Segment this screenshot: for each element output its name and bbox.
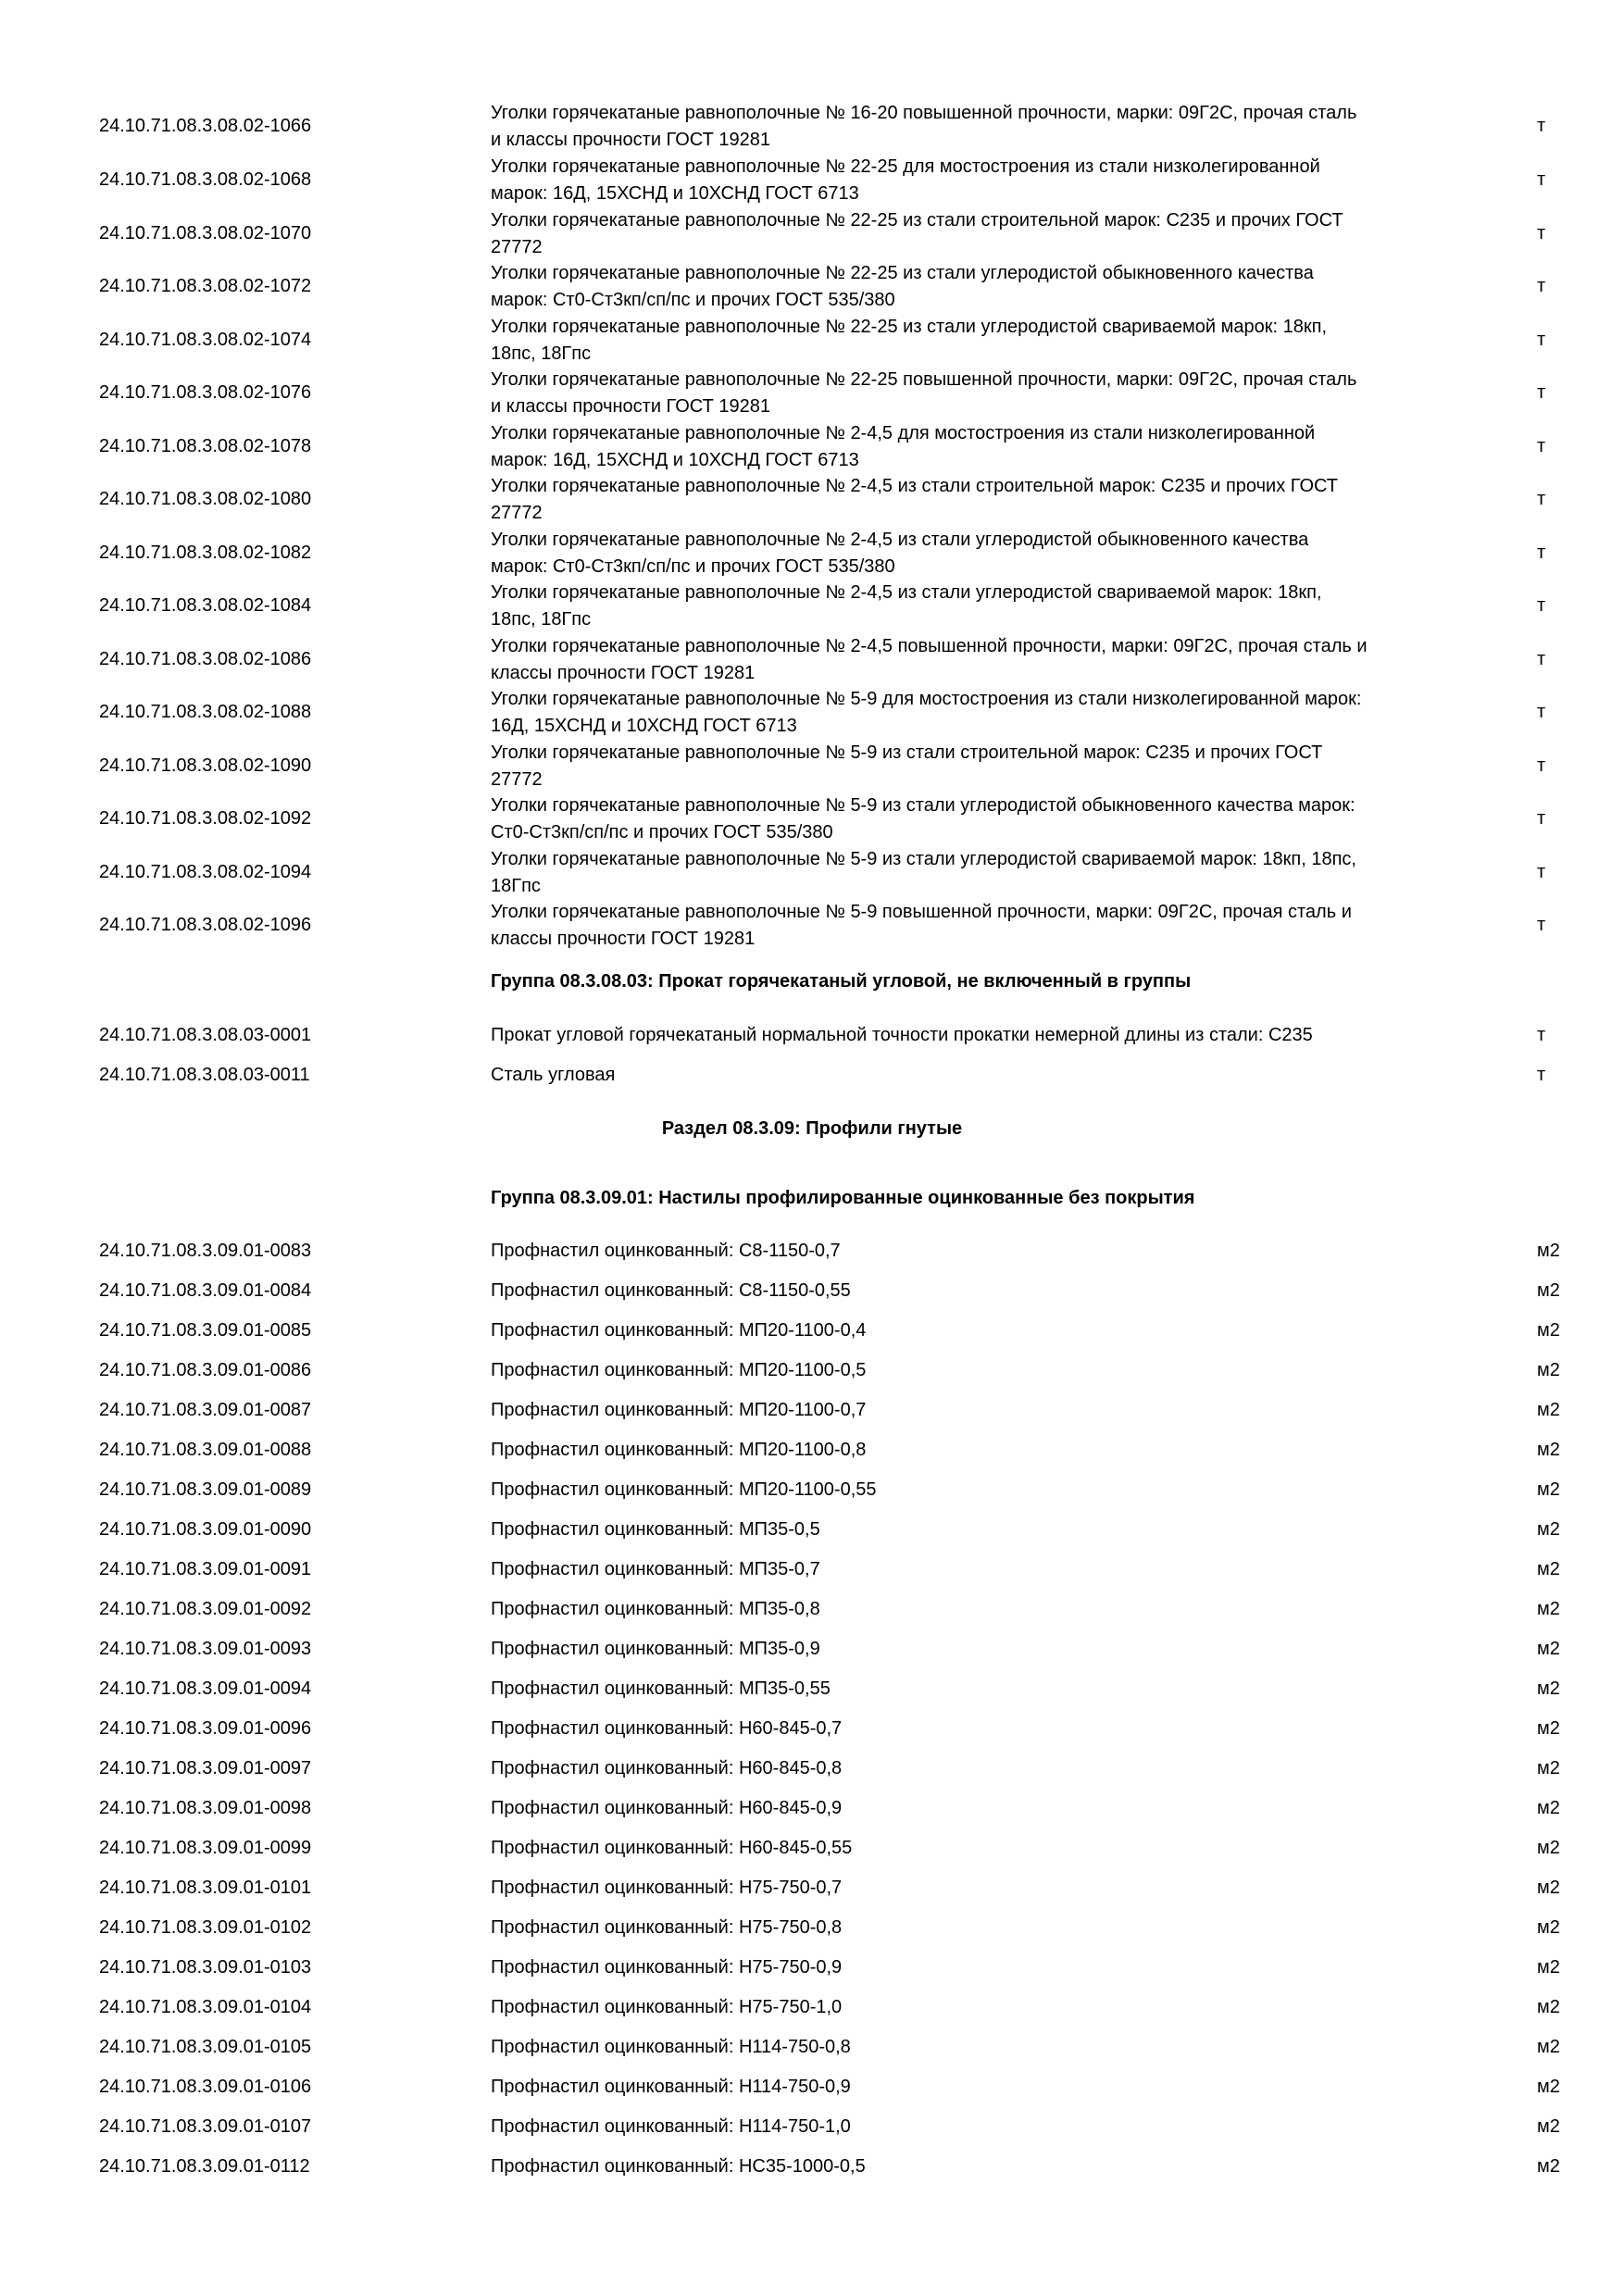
row-name: Профнастил оцинкованный: МП35-0,9 bbox=[491, 1639, 820, 1659]
row-unit: т bbox=[1537, 649, 1546, 669]
row-unit: т bbox=[1537, 862, 1546, 882]
row-unit: м2 bbox=[1537, 1519, 1560, 1540]
row-name: Профнастил оцинкованный: Н60-845-0,9 bbox=[491, 1798, 843, 1818]
row-code: 24.10.71.08.3.08.03-0001 bbox=[99, 1025, 312, 1045]
row-code: 24.10.71.08.3.09.01-0101 bbox=[99, 1878, 312, 1898]
row-name: Уголки горячекатаные равнополочные № 2-4,5 для мостостроения из стали низколегированной марок: 16Д, 15ХСНД и 10ХСНД ГОСТ 6713 bbox=[491, 423, 1316, 470]
row-name: Профнастил оцинкованный: Н60-845-0,7 bbox=[491, 1718, 843, 1739]
row-name: Профнастил оцинкованный: МП20-1100-0,55 bbox=[491, 1479, 877, 1500]
row-code: 24.10.71.08.3.09.01-0098 bbox=[99, 1798, 312, 1818]
row-unit: т bbox=[1537, 276, 1546, 296]
row-code: 24.10.71.08.3.08.02-1090 bbox=[99, 755, 312, 776]
row-code: 24.10.71.08.3.09.01-0093 bbox=[99, 1639, 312, 1659]
row-name: Прокат угловой горячекатаный нормальной точности прокатки немерной длины из стали: С235 bbox=[491, 1025, 1313, 1045]
row-code: 24.10.71.08.3.08.02-1078 bbox=[99, 436, 312, 456]
row-code: 24.10.71.08.3.08.02-1066 bbox=[99, 116, 312, 136]
row-unit: м2 bbox=[1537, 1599, 1560, 1619]
row-code: 24.10.71.08.3.09.01-0087 bbox=[99, 1400, 312, 1420]
section-heading: Раздел 08.3.09: Профили гнутые bbox=[661, 1118, 963, 1139]
row-name: Уголки горячекатаные равнополочные № 22-25 из стали углеродистой свариваемой марок: 18кп, 18пс, 18Гпс bbox=[491, 317, 1328, 364]
row-name: Профнастил оцинкованный: Н114-750-0,8 bbox=[491, 2037, 851, 2057]
row-name: Профнастил оцинкованный: МП35-0,55 bbox=[491, 1678, 831, 1699]
row-unit: м2 bbox=[1537, 1917, 1560, 1938]
row-unit: м2 bbox=[1537, 1440, 1560, 1460]
row-unit: т bbox=[1537, 702, 1546, 722]
row-code: 24.10.71.08.3.09.01-0086 bbox=[99, 1360, 312, 1380]
row-unit: м2 bbox=[1537, 1718, 1560, 1739]
row-unit: т bbox=[1537, 1065, 1546, 1085]
row-name: Уголки горячекатаные равнополочные № 5-9 для мостостроения из стали низколегированной марок: 16Д, 15ХСНД и 10ХСНД ГОСТ 6713 bbox=[491, 689, 1362, 736]
row-code: 24.10.71.08.3.08.02-1082 bbox=[99, 543, 312, 563]
row-name: Уголки горячекатаные равнополочные № 2-4,5 из стали строительной марок: С235 и прочих ГОСТ 27772 bbox=[491, 476, 1339, 523]
row-unit: м2 bbox=[1537, 1320, 1560, 1341]
row-code: 24.10.71.08.3.08.02-1076 bbox=[99, 382, 312, 403]
row-unit: т bbox=[1537, 489, 1546, 509]
row-unit: м2 bbox=[1537, 1280, 1560, 1301]
row-code: 24.10.71.08.3.08.02-1070 bbox=[99, 223, 312, 243]
row-name: Уголки горячекатаные равнополочные № 22-25 из стали углеродистой обыкновенного качества марок: Ст0-Ст3кп/сп/пс и прочих ГОСТ 535/380 bbox=[491, 263, 1314, 310]
row-name: Уголки горячекатаные равнополочные № 5-9 из стали углеродистой обыкновенного качества марок: Ст0-Ст3кп/сп/пс и прочих ГОСТ 535/380 bbox=[491, 795, 1355, 842]
row-name: Уголки горячекатаные равнополочные № 2-4,5 повышенной прочности, марки: 09Г2С, прочая сталь и классы прочности ГОСТ 19281 bbox=[491, 636, 1368, 683]
row-unit: т bbox=[1537, 595, 1546, 616]
row-code: 24.10.71.08.3.09.01-0104 bbox=[99, 1997, 312, 2017]
row-unit: т bbox=[1537, 1025, 1546, 1045]
row-unit: м2 bbox=[1537, 1559, 1560, 1579]
row-name: Профнастил оцинкованный: Н114-750-1,0 bbox=[491, 2116, 851, 2137]
row-unit: т bbox=[1537, 543, 1546, 563]
row-code: 24.10.71.08.3.09.01-0084 bbox=[99, 1280, 312, 1301]
row-name: Профнастил оцинкованный: Н75-750-0,9 bbox=[491, 1957, 843, 1978]
row-name: Профнастил оцинкованный: МП35-0,8 bbox=[491, 1599, 820, 1619]
row-unit: м2 bbox=[1537, 1241, 1560, 1261]
row-code: 24.10.71.08.3.09.01-0089 bbox=[99, 1479, 312, 1500]
row-code: 24.10.71.08.3.09.01-0105 bbox=[99, 2037, 312, 2057]
row-name: Уголки горячекатаные равнополочные № 5-9 повышенной прочности, марки: 09Г2С, прочая сталь и классы прочности ГОСТ 19281 bbox=[491, 902, 1352, 949]
row-code: 24.10.71.08.3.09.01-0085 bbox=[99, 1320, 312, 1341]
group-heading: Группа 08.3.08.03: Прокат горячекатаный угловой, не включенный в группы bbox=[491, 971, 1192, 992]
row-unit: м2 bbox=[1537, 1479, 1560, 1500]
row-code: 24.10.71.08.3.09.01-0096 bbox=[99, 1718, 312, 1739]
row-code: 24.10.71.08.3.09.01-0103 bbox=[99, 1957, 312, 1978]
row-unit: м2 bbox=[1537, 2077, 1560, 2097]
row-code: 24.10.71.08.3.08.03-0011 bbox=[99, 1065, 310, 1085]
row-unit: т bbox=[1537, 330, 1546, 350]
row-unit: м2 bbox=[1537, 1957, 1560, 1978]
row-unit: м2 bbox=[1537, 1678, 1560, 1699]
row-unit: м2 bbox=[1537, 1997, 1560, 2017]
row-unit: м2 bbox=[1537, 2037, 1560, 2057]
row-name: Профнастил оцинкованный: Н60-845-0,55 bbox=[491, 1838, 853, 1858]
row-name: Уголки горячекатаные равнополочные № 22-25 из стали строительной марок: С235 и прочих ГОСТ 27772 bbox=[491, 210, 1343, 257]
row-unit: т bbox=[1537, 436, 1546, 456]
row-name: Профнастил оцинкованный: С8-1150-0,55 bbox=[491, 1280, 851, 1301]
row-name: Уголки горячекатаные равнополочные № 22-25 повышенной прочности, марки: 09Г2С, прочая сталь и классы прочности ГОСТ 19281 bbox=[491, 369, 1357, 417]
row-name: Профнастил оцинкованный: МП35-0,7 bbox=[491, 1559, 820, 1579]
row-code: 24.10.71.08.3.09.01-0106 bbox=[99, 2077, 312, 2097]
row-name: Уголки горячекатаные равнополочные № 5-9 из стали строительной марок: С235 и прочих ГОСТ 27772 bbox=[491, 742, 1323, 790]
row-name: Профнастил оцинкованный: Н75-750-1,0 bbox=[491, 1997, 843, 2017]
row-name: Профнастил оцинкованный: МП20-1100-0,7 bbox=[491, 1400, 867, 1420]
row-name: Уголки горячекатаные равнополочные № 5-9 из стали углеродистой свариваемой марок: 18кп, 18пс, 18Гпс bbox=[491, 849, 1356, 896]
row-code: 24.10.71.08.3.09.01-0099 bbox=[99, 1838, 312, 1858]
row-unit: м2 bbox=[1537, 2156, 1560, 2177]
row-code: 24.10.71.08.3.08.02-1068 bbox=[99, 169, 312, 190]
row-name: Профнастил оцинкованный: С8-1150-0,7 bbox=[491, 1241, 841, 1261]
row-name: Профнастил оцинкованный: МП20-1100-0,8 bbox=[491, 1440, 867, 1460]
row-unit: т bbox=[1537, 808, 1546, 829]
row-code: 24.10.71.08.3.08.02-1084 bbox=[99, 595, 312, 616]
row-name: Сталь угловая bbox=[491, 1065, 616, 1085]
row-code: 24.10.71.08.3.09.01-0094 bbox=[99, 1678, 312, 1699]
row-code: 24.10.71.08.3.08.02-1088 bbox=[99, 702, 312, 722]
row-code: 24.10.71.08.3.09.01-0092 bbox=[99, 1599, 312, 1619]
row-name: Профнастил оцинкованный: МП35-0,5 bbox=[491, 1519, 820, 1540]
row-unit: м2 bbox=[1537, 1758, 1560, 1778]
row-code: 24.10.71.08.3.08.02-1094 bbox=[99, 862, 312, 882]
row-name: Профнастил оцинкованный: Н60-845-0,8 bbox=[491, 1758, 843, 1778]
row-name: Профнастил оцинкованный: МП20-1100-0,5 bbox=[491, 1360, 867, 1380]
row-code: 24.10.71.08.3.08.02-1086 bbox=[99, 649, 312, 669]
row-name: Профнастил оцинкованный: МП20-1100-0,4 bbox=[491, 1320, 867, 1341]
row-name: Профнастил оцинкованный: НС35-1000-0,5 bbox=[491, 2156, 866, 2177]
row-code: 24.10.71.08.3.09.01-0102 bbox=[99, 1917, 312, 1938]
row-unit: т bbox=[1537, 116, 1546, 136]
row-name: Уголки горячекатаные равнополочные № 22-25 для мостостроения из стали низколегированной марок: 16Д, 15ХСНД и 10ХСНД ГОСТ 6713 bbox=[491, 156, 1320, 204]
row-unit: т bbox=[1537, 915, 1546, 935]
row-code: 24.10.71.08.3.09.01-0107 bbox=[99, 2116, 312, 2137]
row-code: 24.10.71.08.3.09.01-0088 bbox=[99, 1440, 312, 1460]
row-code: 24.10.71.08.3.08.02-1096 bbox=[99, 915, 312, 935]
row-code: 24.10.71.08.3.09.01-0097 bbox=[99, 1758, 312, 1778]
row-name: Профнастил оцинкованный: Н75-750-0,8 bbox=[491, 1917, 843, 1938]
row-name: Уголки горячекатаные равнополочные № 2-4,5 из стали углеродистой свариваемой марок: 18кп, 18пс, 18Гпс bbox=[491, 582, 1322, 630]
row-unit: м2 bbox=[1537, 1360, 1560, 1380]
row-name: Уголки горячекатаные равнополочные № 2-4,5 из стали углеродистой обыкновенного качества марок: Ст0-Ст3кп/сп/пс и прочих ГОСТ 535/380 bbox=[491, 530, 1309, 577]
row-code: 24.10.71.08.3.09.01-0091 bbox=[99, 1559, 312, 1579]
row-unit: т bbox=[1537, 382, 1546, 403]
row-code: 24.10.71.08.3.09.01-0083 bbox=[99, 1241, 312, 1261]
row-code: 24.10.71.08.3.08.02-1080 bbox=[99, 489, 312, 509]
row-unit: м2 bbox=[1537, 1798, 1560, 1818]
row-code: 24.10.71.08.3.09.01-0090 bbox=[99, 1519, 312, 1540]
group-heading: Группа 08.3.09.01: Настилы профилированные оцинкованные без покрытия bbox=[491, 1188, 1195, 1208]
row-name: Профнастил оцинкованный: Н114-750-0,9 bbox=[491, 2077, 851, 2097]
row-unit: м2 bbox=[1537, 1400, 1560, 1420]
row-code: 24.10.71.08.3.09.01-0112 bbox=[99, 2156, 310, 2177]
row-name: Уголки горячекатаные равнополочные № 16-20 повышенной прочности, марки: 09Г2С, прочая сталь и классы прочности ГОСТ 19281 bbox=[491, 103, 1357, 150]
row-code: 24.10.71.08.3.08.02-1072 bbox=[99, 276, 312, 296]
row-unit: м2 bbox=[1537, 1878, 1560, 1898]
row-unit: м2 bbox=[1537, 1838, 1560, 1858]
row-unit: т bbox=[1537, 169, 1546, 190]
row-unit: т bbox=[1537, 223, 1546, 243]
row-unit: м2 bbox=[1537, 1639, 1560, 1659]
row-code: 24.10.71.08.3.08.02-1074 bbox=[99, 330, 312, 350]
row-unit: т bbox=[1537, 755, 1546, 776]
row-name: Профнастил оцинкованный: Н75-750-0,7 bbox=[491, 1878, 843, 1898]
row-unit: м2 bbox=[1537, 2116, 1560, 2137]
row-code: 24.10.71.08.3.08.02-1092 bbox=[99, 808, 312, 829]
